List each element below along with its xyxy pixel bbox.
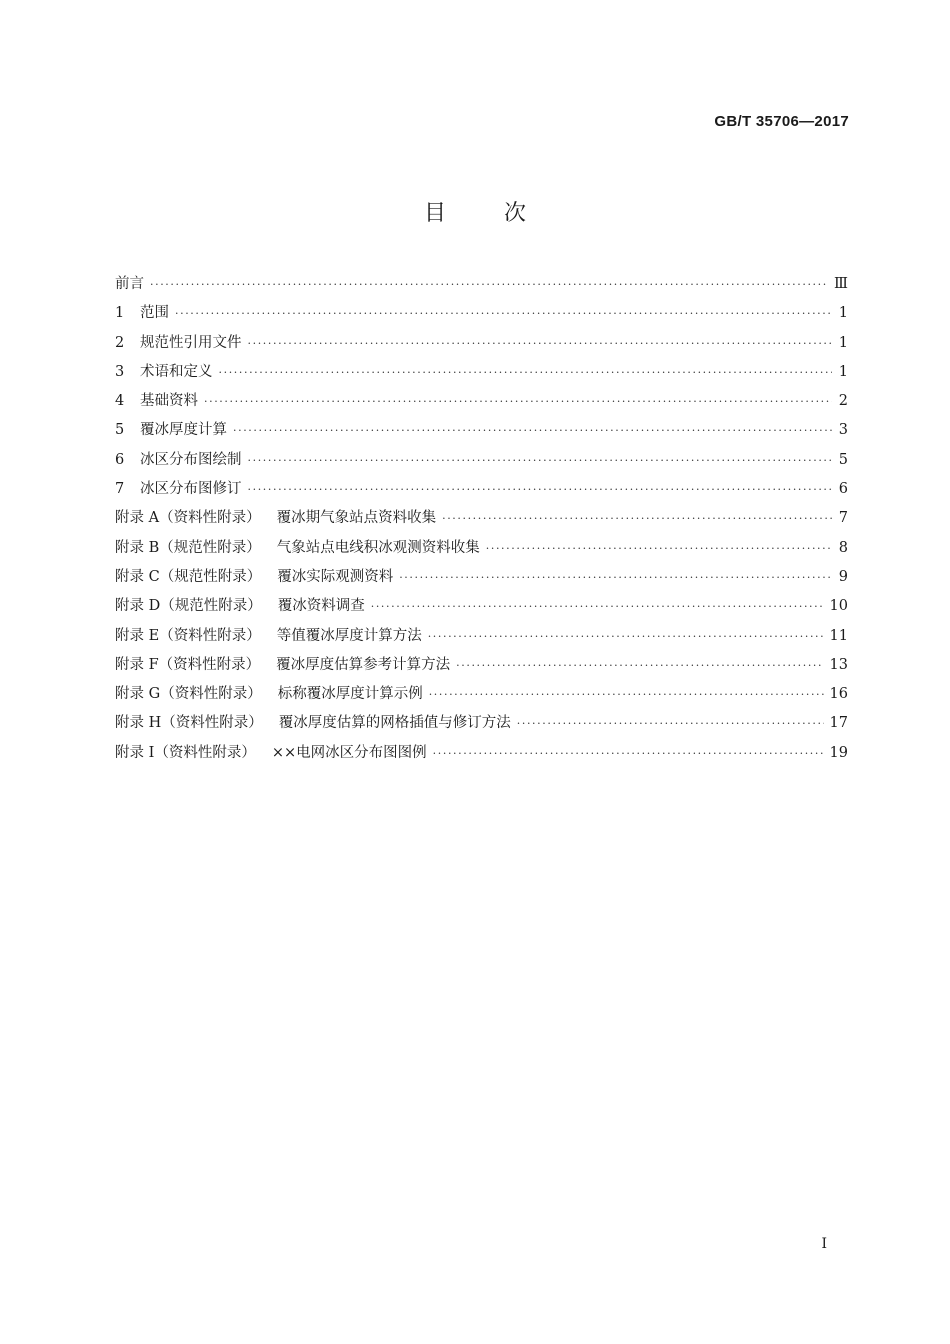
toc-entry-page: 10 bbox=[829, 598, 848, 615]
toc-leader-dots bbox=[428, 622, 824, 651]
toc-entry-title: 范围 bbox=[140, 305, 169, 322]
toc-entry-page: 8 bbox=[838, 539, 848, 556]
table-of-contents bbox=[115, 270, 848, 768]
toc-entry-label bbox=[115, 329, 242, 358]
toc-leader-dots bbox=[429, 680, 824, 709]
toc-entry-number: 5 bbox=[115, 422, 125, 439]
toc-leader-dots bbox=[517, 709, 824, 738]
standard-code: GB/T 35706—2017 bbox=[714, 113, 849, 130]
toc-entry-page: 1 bbox=[838, 334, 848, 351]
toc-entry-label bbox=[115, 504, 436, 533]
toc-entry[interactable] bbox=[115, 329, 848, 358]
toc-entry-title: 冰区分布图绘制 bbox=[140, 451, 242, 468]
toc-entry[interactable] bbox=[115, 739, 848, 768]
toc-entry-page: 1 bbox=[838, 363, 848, 380]
toc-entry-title: 覆冰厚度估算参考计算方法 bbox=[276, 656, 451, 673]
toc-entry-title: 覆冰资料调查 bbox=[277, 598, 365, 615]
toc-leader-dots bbox=[204, 387, 832, 416]
toc-entry[interactable] bbox=[115, 534, 848, 563]
title-char-2: 次 bbox=[504, 201, 527, 226]
toc-leader-dots bbox=[248, 329, 833, 358]
title-char-1: 目 bbox=[423, 201, 446, 226]
toc-entry-number: 3 bbox=[115, 363, 125, 380]
toc-leader-dots bbox=[433, 739, 824, 768]
toc-entry[interactable] bbox=[115, 563, 848, 592]
page-title bbox=[0, 196, 950, 227]
toc-entry[interactable] bbox=[115, 651, 848, 680]
toc-entry-page: 11 bbox=[829, 627, 848, 644]
toc-entry-title: 冰区分布图修订 bbox=[140, 481, 242, 498]
toc-entry-label bbox=[115, 651, 450, 680]
toc-entry-label bbox=[115, 592, 365, 621]
toc-entry[interactable] bbox=[115, 622, 848, 651]
toc-entry-title: 气象站点电线积冰观测资料收集 bbox=[276, 539, 480, 556]
toc-entry[interactable] bbox=[115, 446, 848, 475]
toc-entry-prefix: 附录 A（资料性附录） bbox=[115, 510, 261, 527]
toc-entry-label bbox=[115, 680, 423, 709]
toc-entry-title: 覆冰期气象站点资料收集 bbox=[276, 510, 437, 527]
toc-entry-page: 6 bbox=[838, 481, 848, 498]
toc-leader-dots bbox=[486, 534, 832, 563]
toc-entry-page: 17 bbox=[829, 715, 848, 732]
toc-entry-title: 术语和定义 bbox=[140, 363, 213, 380]
toc-entry-number: 7 bbox=[115, 481, 125, 498]
toc-leader-dots bbox=[150, 270, 828, 299]
toc-leader-dots bbox=[175, 299, 832, 328]
toc-entry[interactable] bbox=[115, 592, 848, 621]
toc-entry-page: 2 bbox=[838, 393, 848, 410]
toc-entry-title: 覆冰厚度计算 bbox=[140, 422, 227, 439]
toc-entry-page: Ⅲ bbox=[834, 276, 848, 292]
toc-entry-number: 1 bbox=[115, 305, 125, 322]
toc-leader-dots bbox=[371, 592, 824, 621]
toc-entry-prefix: 附录 B（规范性附录） bbox=[115, 539, 261, 556]
toc-entry-title: 标称覆冰厚度计算示例 bbox=[277, 686, 423, 703]
toc-leader-dots bbox=[248, 446, 833, 475]
toc-entry-number: 2 bbox=[115, 334, 125, 351]
toc-entry-prefix: 附录 E（资料性附录） bbox=[115, 627, 261, 644]
toc-entry-page: 3 bbox=[838, 422, 848, 439]
toc-entry-page: 1 bbox=[838, 305, 848, 322]
toc-entry-title: 覆冰厚度估算的网格插值与修订方法 bbox=[278, 715, 511, 732]
toc-entry[interactable] bbox=[115, 299, 848, 328]
toc-leader-dots bbox=[442, 504, 832, 533]
toc-entry-label bbox=[115, 299, 169, 328]
toc-leader-dots bbox=[248, 475, 833, 504]
toc-leader-dots bbox=[233, 416, 832, 445]
toc-entry[interactable] bbox=[115, 709, 848, 738]
toc-entry-label bbox=[115, 387, 198, 416]
toc-entry-label bbox=[115, 475, 242, 504]
toc-entry-label bbox=[115, 446, 242, 475]
toc-entry[interactable] bbox=[115, 680, 848, 709]
page-number: I bbox=[821, 1236, 827, 1252]
toc-entry-page: 13 bbox=[829, 656, 848, 673]
toc-entry-prefix: 附录 I（资料性附录） bbox=[115, 744, 256, 761]
toc-entry-page: 9 bbox=[838, 568, 848, 585]
toc-entry-label bbox=[115, 563, 393, 592]
toc-entry-label bbox=[115, 534, 480, 563]
toc-entry-label bbox=[115, 270, 144, 299]
toc-entry[interactable] bbox=[115, 475, 848, 504]
toc-entry-label bbox=[115, 739, 427, 768]
toc-entry-page: 19 bbox=[829, 744, 848, 761]
toc-entry-prefix: 附录 F（资料性附录） bbox=[115, 656, 261, 673]
toc-leader-dots bbox=[456, 651, 823, 680]
toc-entry-number: 6 bbox=[115, 451, 125, 468]
toc-leader-dots bbox=[219, 358, 833, 387]
toc-entry-prefix: 附录 C（规范性附录） bbox=[115, 568, 262, 585]
toc-entry-label bbox=[115, 358, 213, 387]
toc-entry-prefix: 附录 D（规范性附录） bbox=[115, 598, 262, 615]
toc-entry-title: ××电网冰区分布图图例 bbox=[271, 744, 427, 761]
toc-entry[interactable] bbox=[115, 358, 848, 387]
toc-entry-page: 7 bbox=[838, 510, 848, 527]
toc-entry-number: 4 bbox=[115, 393, 125, 410]
toc-entry-label bbox=[115, 622, 422, 651]
toc-leader-dots bbox=[399, 563, 832, 592]
toc-entry-label bbox=[115, 416, 227, 445]
toc-entry[interactable] bbox=[115, 416, 848, 445]
toc-entry-prefix: 前言 bbox=[115, 276, 144, 292]
toc-entry[interactable] bbox=[115, 270, 848, 299]
toc-entry[interactable] bbox=[115, 504, 848, 533]
toc-entry-title: 等值覆冰厚度计算方法 bbox=[276, 627, 422, 644]
toc-entry-title: 基础资料 bbox=[140, 393, 198, 410]
toc-entry[interactable] bbox=[115, 387, 848, 416]
toc-entry-page: 16 bbox=[829, 686, 848, 703]
toc-entry-page: 5 bbox=[838, 451, 848, 468]
toc-entry-prefix: 附录 H（资料性附录） bbox=[115, 715, 263, 732]
toc-entry-title: 覆冰实际观测资料 bbox=[277, 568, 394, 585]
toc-entry-prefix: 附录 G（资料性附录） bbox=[115, 686, 262, 703]
toc-entry-label bbox=[115, 709, 511, 738]
toc-entry-title: 规范性引用文件 bbox=[140, 334, 242, 351]
